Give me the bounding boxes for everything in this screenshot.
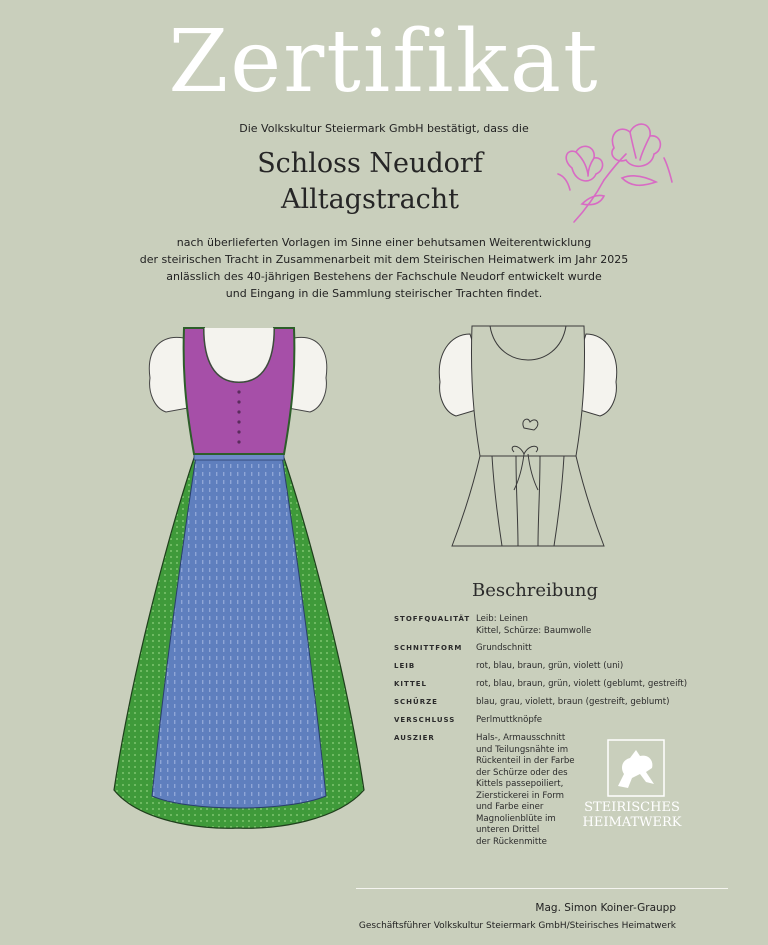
certificate-intro: Die Volkskultur Steiermark GmbH bestätigt, dass die [239, 122, 529, 135]
paragraph-line: nach überlieferten Vorlagen im Sinne einer behutsamen Weiterentwicklung [176, 236, 592, 249]
certificate-title: Zertifikat [168, 12, 600, 112]
value-line: Magnolienblüte im [476, 813, 556, 824]
description-label: VERSCHLUSS [394, 716, 456, 724]
paragraph-line: der steirischen Tracht in Zusammenarbeit mit dem Steirischen Heimatwerk im Jahr 2025 [139, 253, 629, 266]
description-label: AUSZIER [394, 734, 435, 742]
value-line: der Schürze oder des [476, 767, 568, 778]
description-label: SCHNITTFORM [394, 644, 463, 652]
signature-role: Geschäftsführer Volkskultur Steiermark GmbH/Steirisches Heimatwerk [358, 921, 676, 931]
signature-name: Mag. Simon Koiner-Graupp [535, 902, 676, 914]
description-value [476, 614, 716, 637]
value-line: Grundschnitt [476, 643, 532, 653]
dress-front-illustration [108, 320, 370, 840]
paragraph-line: anlässlich des 40-jährigen Bestehens der Fachschule Neudorf entwickelt wurde [166, 270, 602, 283]
description-value [476, 643, 716, 655]
description-value [476, 679, 716, 691]
value-line: Zierstickerei in Form [476, 790, 564, 801]
value-line: Leib: Leinen [476, 614, 528, 624]
description-label: KITTEL [394, 680, 427, 688]
value-line: Perlmuttknöpfe [476, 715, 543, 725]
description-heading: Beschreibung [472, 580, 599, 601]
description-value [476, 661, 716, 673]
value-line: und Teilungsnähte im [476, 744, 569, 755]
value-line: Kittels passepoiliert, [476, 779, 564, 789]
magnolia-icon [552, 118, 682, 228]
value-line: Kittel, Schürze: Baumwolle [476, 625, 592, 636]
dress-back-illustration [432, 320, 624, 550]
heimatwerk-logo-icon [606, 738, 666, 798]
logo-text-line1: STEIRISCHES [584, 800, 680, 815]
dress-name-line1: Schloss Neudorf [257, 148, 483, 179]
value-line: der Rückenmitte [476, 836, 547, 847]
description-label: SCHÜRZE [394, 698, 438, 706]
certificate-paragraph [0, 234, 768, 302]
paragraph-line: und Eingang in die Sammlung steirischer Trachten findet. [225, 287, 543, 300]
description-value [476, 697, 716, 709]
description-label: LEIB [394, 662, 416, 670]
signature-line [356, 888, 728, 889]
description-value [476, 733, 716, 848]
value-line: Rückenteil in der Farbe [476, 756, 575, 766]
value-line: und Farbe einer [476, 802, 544, 812]
dress-name-line2: Alltagstracht [280, 184, 460, 215]
value-line: blau, grau, violett, braun (gestreift, geblumt) [476, 697, 670, 707]
logo-text-line2: HEIMATWERK [582, 815, 682, 830]
value-line: Hals-, Armausschnitt [476, 733, 566, 743]
value-line: unteren Drittel [476, 825, 540, 835]
description-value [476, 715, 716, 727]
value-line: rot, blau, braun, grün, violett (uni) [476, 661, 624, 671]
value-line: rot, blau, braun, grün, violett (geblumt, gestreift) [476, 679, 688, 689]
description-label: STOFFQUALITÄT [394, 615, 471, 623]
